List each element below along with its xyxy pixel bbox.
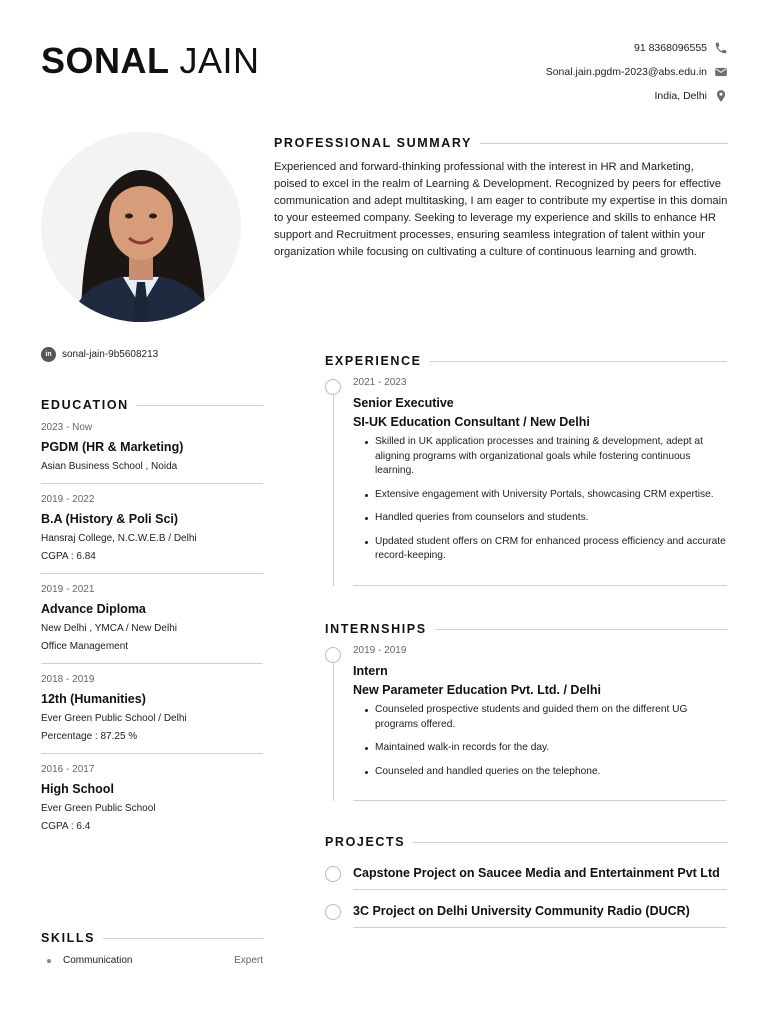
experience-organization: SI-UK Education Consultant / New Delhi	[353, 415, 590, 429]
education-degree: 12th (Humanities)	[41, 692, 146, 706]
list-item: Maintained walk-in records for the day.	[353, 741, 727, 756]
linkedin-icon: in	[41, 347, 56, 362]
education-detail: Office Management	[41, 641, 129, 652]
education-detail: CGPA : 6.84	[41, 551, 96, 562]
internship-bullets	[353, 703, 727, 779]
experience-dates: 2021 - 2023	[353, 377, 407, 388]
internships-section	[325, 622, 727, 801]
education-institution: Ever Green Public School	[41, 803, 156, 814]
skill-level: Expert	[234, 955, 263, 966]
education-section	[41, 398, 263, 843]
internship-role: Intern	[353, 664, 388, 678]
linkedin-row[interactable]	[41, 347, 158, 362]
timeline-circle-icon	[325, 866, 341, 882]
education-detail: CGPA : 6.4	[41, 821, 91, 832]
summary-text: Experienced and forward-thinking professional with the interest in HR and Marketing, poised to excel in the realm of Learning & Development. Recognized by peers for effective communication and adept multitasking, I am eager to contribute my expertise in this domain to your esteemed company. Seeking to leverage my experience and skills to enhance HR support and Recruitment processes, ensuring seamless integration of talent within your organization while focusing on cultivating a culture of continuous learning and growth.	[274, 161, 728, 258]
summary-heading: PROFESSIONAL SUMMARY	[274, 136, 728, 150]
education-institution: Ever Green Public School / Delhi	[41, 713, 187, 724]
list-item: Counseled and handled queries on the telephone.	[353, 765, 727, 780]
timeline-line	[333, 661, 334, 801]
education-degree: PGDM (HR & Marketing)	[41, 440, 184, 454]
phone-number[interactable]: 91 8368096555	[634, 42, 707, 54]
education-item	[41, 484, 263, 574]
location-pin-icon	[714, 89, 728, 103]
project-item	[325, 866, 727, 890]
location-row	[546, 84, 728, 108]
list-item: Skilled in UK application processes and training & development, adept at aligning programs with organizational goals while fostering continuous learning.	[353, 435, 727, 479]
experience-entry	[353, 377, 727, 586]
education-institution: Hansraj College, N.C.W.E.B / Delhi	[41, 533, 197, 544]
profile-portrait-illustration	[41, 132, 241, 322]
projects-section	[325, 835, 727, 928]
project-item	[325, 904, 727, 928]
list-item: Updated student offers on CRM for enhanced process efficiency and accurate record-keeping.	[353, 535, 727, 564]
first-name: SONAL	[41, 40, 170, 81]
education-dates: 2016 - 2017	[41, 764, 95, 775]
candidate-name	[41, 40, 260, 82]
education-detail: Percentage : 87.25 %	[41, 731, 138, 742]
linkedin-handle[interactable]: sonal-jain-9b5608213	[62, 349, 159, 360]
list-item: Extensive engagement with University Portals, showcasing CRM expertise.	[353, 488, 727, 503]
education-item	[41, 664, 263, 754]
list-item: Handled queries from counselors and students.	[353, 511, 727, 526]
education-dates: 2019 - 2022	[41, 494, 95, 505]
skills-section	[41, 931, 263, 966]
projects-heading: PROJECTS	[325, 835, 727, 849]
education-dates: 2019 - 2021	[41, 584, 95, 595]
project-title: 3C Project on Delhi University Community Radio (DUCR)	[353, 904, 727, 928]
timeline-circle-icon	[325, 647, 341, 663]
education-dates: 2023 - Now	[41, 422, 93, 433]
contact-block	[546, 36, 728, 108]
heading-divider	[103, 938, 263, 939]
skill-item	[41, 955, 263, 966]
education-degree: High School	[41, 782, 114, 796]
internship-dates: 2019 - 2019	[353, 645, 407, 656]
internship-entry	[353, 645, 727, 801]
email-row	[546, 60, 728, 84]
last-name: JAIN	[179, 40, 260, 81]
experience-timeline	[325, 377, 727, 586]
internship-timeline	[325, 645, 727, 801]
heading-divider	[435, 629, 727, 630]
internships-heading: INTERNSHIPS	[325, 622, 727, 636]
heading-divider	[480, 143, 728, 144]
list-item: Counseled prospective students and guided them on the different UG programs offered.	[353, 703, 727, 732]
location-text: India, Delhi	[654, 90, 707, 102]
experience-section	[325, 354, 727, 586]
education-institution: New Delhi , YMCA / New Delhi	[41, 623, 177, 634]
skills-heading: SKILLS	[41, 931, 263, 945]
education-item	[41, 412, 263, 484]
education-degree: Advance Diploma	[41, 602, 146, 616]
timeline-circle-icon	[325, 904, 341, 920]
experience-role: Senior Executive	[353, 396, 454, 410]
education-dates: 2018 - 2019	[41, 674, 95, 685]
project-title: Capstone Project on Saucee Media and Entertainment Pvt Ltd	[353, 866, 727, 890]
phone-icon	[714, 41, 728, 55]
profile-photo	[41, 132, 241, 322]
education-item	[41, 754, 263, 843]
heading-divider	[430, 361, 727, 362]
education-institution: Asian Business School , Noida	[41, 461, 178, 472]
mail-icon	[714, 65, 728, 79]
education-degree: B.A (History & Poli Sci)	[41, 512, 179, 526]
timeline-circle-icon	[325, 379, 341, 395]
experience-bullets	[353, 435, 727, 564]
timeline-line	[333, 393, 334, 586]
phone-row	[546, 36, 728, 60]
skill-name: Communication	[63, 955, 133, 966]
professional-summary-section	[274, 136, 728, 261]
bullet-dot-icon	[47, 959, 51, 963]
heading-divider	[137, 405, 263, 406]
education-item	[41, 574, 263, 664]
education-heading: EDUCATION	[41, 398, 263, 412]
internship-organization: New Parameter Education Pvt. Ltd. / Delhi	[353, 683, 601, 697]
experience-heading: EXPERIENCE	[325, 354, 727, 368]
email-address[interactable]: Sonal.jain.pgdm-2023@abs.edu.in	[545, 66, 707, 78]
heading-divider	[413, 842, 727, 843]
